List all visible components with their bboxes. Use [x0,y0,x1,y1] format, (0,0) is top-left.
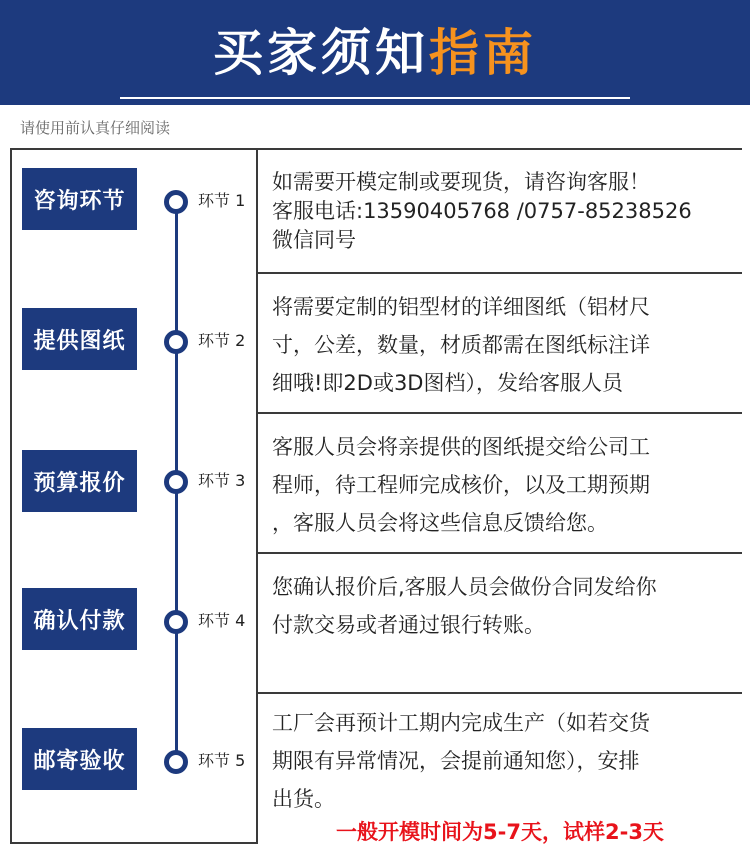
subtitle: 请使用前认真仔细阅读 [20,119,171,137]
timeline-node-3 [164,470,188,494]
step-number-1: 环节 1 [198,191,246,210]
step-3-line-2: 程师，待工程师完成核价，以及工期预期 [272,473,650,497]
step-box-1 [256,150,742,273]
step-number-4: 环节 4 [198,611,246,630]
timeline-node-2 [164,330,188,354]
mold-time-note: 一般开模时间为5-7天，试样2-3天 [336,820,664,844]
header-banner [0,0,750,105]
step-2-line-2: 寸，公差，数量，材质都需在图纸标注详 [272,333,650,357]
step-text-3 [272,428,734,542]
step-text-1 [272,168,734,255]
step-text-2 [272,288,734,402]
step-4-line-2: 付款交易或者通过银行转账。 [272,613,545,637]
step-1-line-1: 如需要开模定制或要现货，请咨询客服！ [272,170,650,194]
timeline-node-1 [164,190,188,214]
page-title [0,22,750,84]
step-1-line-3: 微信同号 [272,228,356,252]
step-5-line-2: 期限有异常情况，会提前通知您），安排 [272,749,640,773]
step-2-line-1: 将需要定制的铝型材的详细图纸（铝材尺 [272,295,650,319]
timeline-node-4 [164,610,188,634]
step-5-line-1: 工厂会再预计工期内完成生产（如若交货 [272,711,650,735]
step-5-line-3: 出货。 [272,787,335,811]
timeline-node-5 [164,750,188,774]
step-label-delivery: 邮寄验收 [22,728,137,790]
step-number-2: 环节 2 [198,331,246,350]
step-2-line-3: 细哦!即2D或3D图档），发给客服人员 [272,371,623,395]
step-number-5: 环节 5 [198,751,246,770]
step-label-payment: 确认付款 [22,588,137,650]
step-label-consult: 咨询环节 [22,168,137,230]
step-3-line-1: 客服人员会将亲提供的图纸提交给公司工 [272,435,650,459]
title-accent: 指南 [429,24,537,82]
step-3-line-3: ，客服人员会将这些信息反馈给您。 [272,511,608,535]
step-box-2 [256,272,742,413]
step-number-3: 环节 3 [198,471,246,490]
step-text-4 [272,568,734,644]
title-main: 买家须知 [213,24,429,82]
step-box-3 [256,412,742,553]
title-underline [120,97,630,99]
step-label-quote: 预算报价 [22,450,137,512]
step-label-drawing: 提供图纸 [22,308,137,370]
step-4-line-1: 您确认报价后,客服人员会做份合同发给你 [272,575,657,599]
step-1-line-2: 客服电话:13590405768 /0757-85238526 [272,199,692,223]
step-text-5 [272,704,734,818]
step-box-4 [256,552,742,693]
